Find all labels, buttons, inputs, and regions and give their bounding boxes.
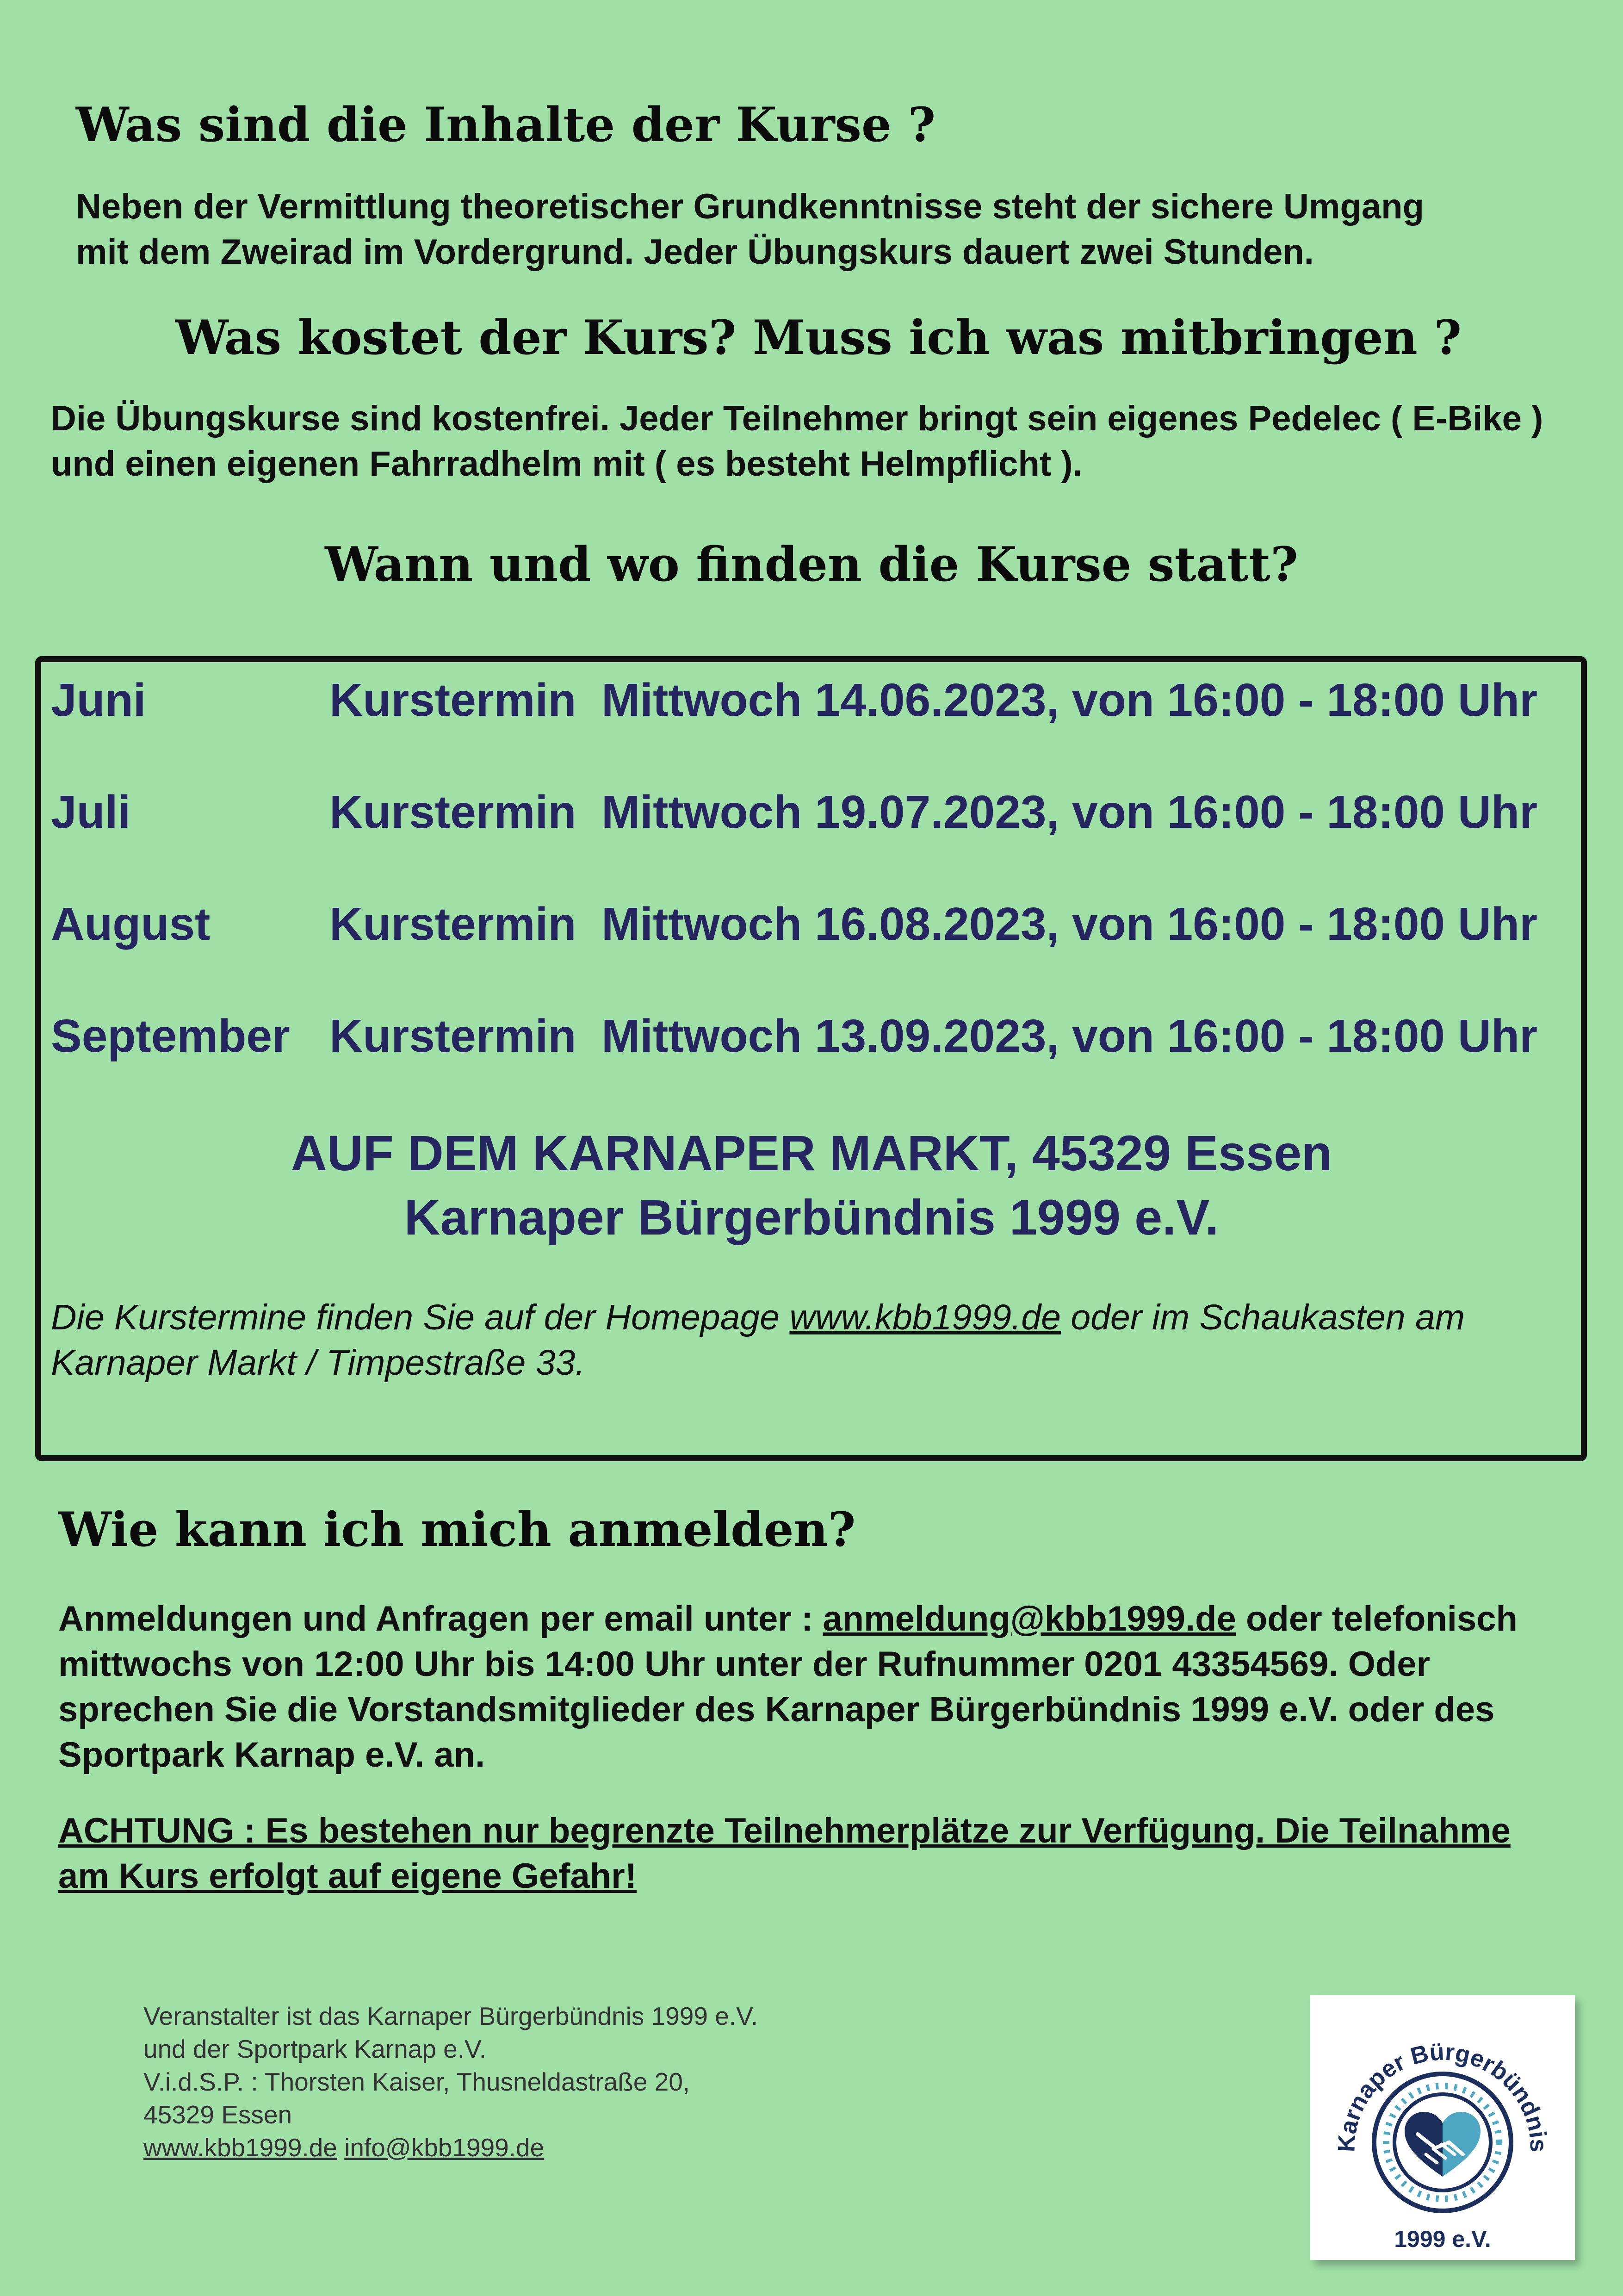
venue-organization: Karnaper Bürgerbündnis 1999 e.V. bbox=[404, 1189, 1219, 1245]
schedule-month: Juli bbox=[51, 786, 131, 838]
warning-line: am Kurs erfolgt auf eigene Gefahr! bbox=[58, 1856, 637, 1896]
footer-web-link[interactable]: www.kbb1999.de bbox=[143, 2133, 337, 2162]
logo-bottom-text: 1999 e.V. bbox=[1394, 2226, 1491, 2252]
schedule-label: Kurstermin bbox=[329, 674, 576, 726]
text-line: und einen eigenen Fahrradhelm mit ( es besteht Helmpflicht ). bbox=[51, 444, 1083, 484]
paragraph-course-contents bbox=[76, 184, 1424, 275]
schedule-date: Mittwoch 13.09.2023, von 16:00 - 18:00 Uhr bbox=[601, 1010, 1538, 1062]
schedule-note bbox=[51, 1295, 1578, 1385]
footer-mail-link[interactable]: info@kbb1999.de bbox=[344, 2133, 545, 2162]
schedule-month: September bbox=[51, 1010, 290, 1062]
text-line: Sportpark Karnap e.V. an. bbox=[58, 1735, 485, 1775]
schedule-month: Juni bbox=[51, 674, 146, 726]
heading-registration: Wie kann ich mich anmelden? bbox=[58, 1502, 856, 1558]
heading-course-contents: Was sind die Inhalte der Kurse ? bbox=[76, 97, 936, 153]
logo-graphic bbox=[1310, 1995, 1575, 2260]
text-line: sprechen Sie die Vorstandsmitglieder des Karnaper Bürgerbündnis 1999 e.V. oder des bbox=[58, 1690, 1495, 1729]
text-line: Neben der Vermittlung theoretischer Grundkenntnisse steht der sichere Umgang bbox=[76, 187, 1425, 226]
schedule-date: Mittwoch 14.06.2023, von 16:00 - 18:00 Uhr bbox=[601, 674, 1538, 726]
schedule-row-august bbox=[0, 894, 1545, 954]
footer-line: und der Sportpark Karnap e.V. bbox=[143, 2035, 486, 2063]
schedule-row-june bbox=[0, 670, 1545, 730]
warning-notice bbox=[58, 1808, 1511, 1899]
footer-line: 45329 Essen bbox=[143, 2100, 292, 2129]
paragraph-course-cost bbox=[51, 396, 1543, 487]
text-line: mittwochs von 12:00 Uhr bis 14:00 Uhr unter der Rufnummer 0201 43354569. Oder bbox=[58, 1644, 1431, 1684]
organization-logo bbox=[1310, 1995, 1575, 2260]
schedule-row-july bbox=[0, 782, 1545, 842]
venue-address: AUF DEM KARNAPER MARKT, 45329 Essen bbox=[291, 1125, 1332, 1181]
schedule-row-september bbox=[0, 1006, 1545, 1066]
note-text: Die Kurstermine finden Sie auf der Homepage bbox=[51, 1297, 790, 1337]
schedule-date: Mittwoch 19.07.2023, von 16:00 - 18:00 Uhr bbox=[601, 786, 1538, 838]
heading-course-cost: Was kostet der Kurs? Muss ich was mitbringen ? bbox=[175, 310, 1462, 366]
footer-organizer bbox=[143, 2000, 758, 2164]
text-line: mit dem Zweirad im Vordergrund. Jeder Übungskurs dauert zwei Stunden. bbox=[76, 232, 1314, 272]
warning-line: ACHTUNG : Es bestehen nur begrenzte Teilnehmerplätze zur Verfügung. Die Teilnahme bbox=[58, 1811, 1511, 1850]
note-text: Karnaper Markt / Timpestraße 33. bbox=[51, 1343, 585, 1383]
text-line: Anmeldungen und Anfragen per email unter : bbox=[58, 1599, 823, 1638]
schedule-label: Kurstermin bbox=[329, 786, 576, 838]
homepage-link[interactable]: www.kbb1999.de bbox=[789, 1297, 1061, 1337]
schedule-month: August bbox=[51, 898, 211, 950]
schedule-label: Kurstermin bbox=[329, 898, 576, 950]
paragraph-registration bbox=[58, 1596, 1518, 1778]
logo-arc-text: Karnaper Bürgerbündnis bbox=[1333, 2038, 1552, 2153]
schedule-date: Mittwoch 16.08.2023, von 16:00 - 18:00 Uhr bbox=[601, 898, 1538, 950]
text-line: oder telefonisch bbox=[1236, 1599, 1518, 1638]
footer-line: V.i.d.S.P. : Thorsten Kaiser, Thusneldastraße 20, bbox=[143, 2067, 690, 2096]
schedule-label: Kurstermin bbox=[329, 1010, 576, 1062]
email-link[interactable]: anmeldung@kbb1999.de bbox=[823, 1599, 1236, 1638]
note-text: oder im Schaukasten am bbox=[1060, 1297, 1465, 1337]
heading-when-where: Wann und wo finden die Kurse statt? bbox=[325, 537, 1298, 592]
footer-line: Veranstalter ist das Karnaper Bürgerbündnis 1999 e.V. bbox=[143, 2002, 758, 2030]
text-line: Die Übungskurse sind kostenfrei. Jeder Teilnehmer bringt sein eigenes Pedelec ( E-Bike ) bbox=[51, 399, 1543, 438]
